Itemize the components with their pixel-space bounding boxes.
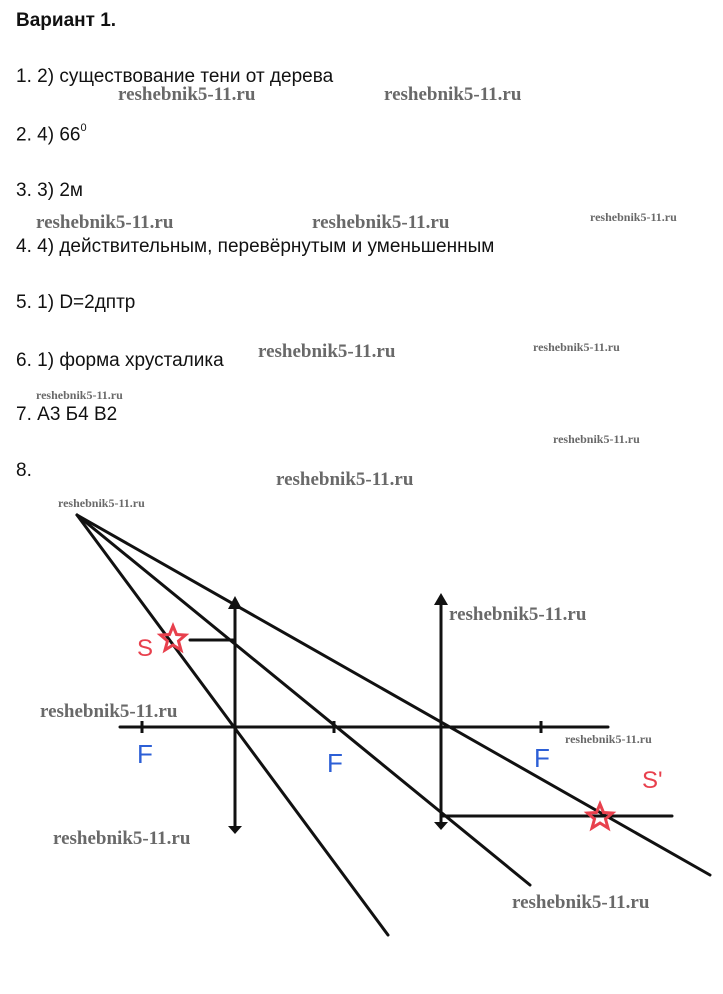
focus-label: F [534, 743, 550, 773]
lens-arrow-bottom-icon [434, 822, 448, 830]
answer-number: 4. [16, 236, 32, 257]
watermark: reshebnik5-11.ru [590, 210, 677, 224]
object-label: S [137, 635, 154, 662]
answer-text: 4) действительным, перевёрнутым и уменьшенным [37, 236, 495, 257]
answer-number: 5. [16, 292, 32, 313]
object-star-icon [161, 626, 186, 650]
answer-text: 4) 66 [37, 124, 81, 146]
lens-arrow-bottom-icon [228, 826, 242, 834]
answer-text: 3) 2м [37, 180, 83, 201]
answer-text: 2) существование тени от дерева [37, 66, 334, 87]
watermark: reshebnik5-11.ru [384, 84, 522, 105]
watermark: reshebnik5-11.ru [276, 469, 414, 490]
watermark: reshebnik5-11.ru [118, 84, 256, 105]
watermark: reshebnik5-11.ru [512, 892, 650, 913]
ray-1 [77, 515, 710, 875]
focus-label: F [327, 748, 343, 778]
watermark: reshebnik5-11.ru [565, 732, 652, 746]
watermark: reshebnik5-11.ru [40, 701, 178, 722]
watermark: reshebnik5-11.ru [36, 388, 123, 402]
watermark: reshebnik5-11.ru [58, 496, 145, 510]
watermark: reshebnik5-11.ru [449, 604, 587, 625]
image-label: S' [642, 767, 663, 794]
answer-number: 1. [16, 66, 32, 87]
answer-number: 2. [16, 124, 32, 146]
answer-number: 3. [16, 180, 32, 201]
answer-number: 7. [16, 404, 32, 425]
lens-arrow-top-icon [434, 593, 448, 605]
watermark: reshebnik5-11.ru [533, 340, 620, 354]
watermark: reshebnik5-11.ru [312, 212, 450, 233]
answer-superscript: 0 [80, 122, 87, 134]
watermark: reshebnik5-11.ru [258, 341, 396, 362]
answer-number: 6. [16, 350, 32, 371]
watermark: reshebnik5-11.ru [36, 212, 174, 233]
answer-text: 1) D=2дптр [37, 292, 136, 313]
ray-3 [77, 515, 388, 935]
page-title: Вариант 1. [16, 10, 117, 31]
answer-text: 1) форма хрусталика [37, 350, 224, 371]
watermark: reshebnik5-11.ru [553, 432, 640, 446]
answer-text: А3 Б4 В2 [37, 404, 118, 425]
answer-number: 8. [16, 460, 32, 481]
watermark: reshebnik5-11.ru [53, 828, 191, 849]
focus-label: F [137, 739, 153, 769]
